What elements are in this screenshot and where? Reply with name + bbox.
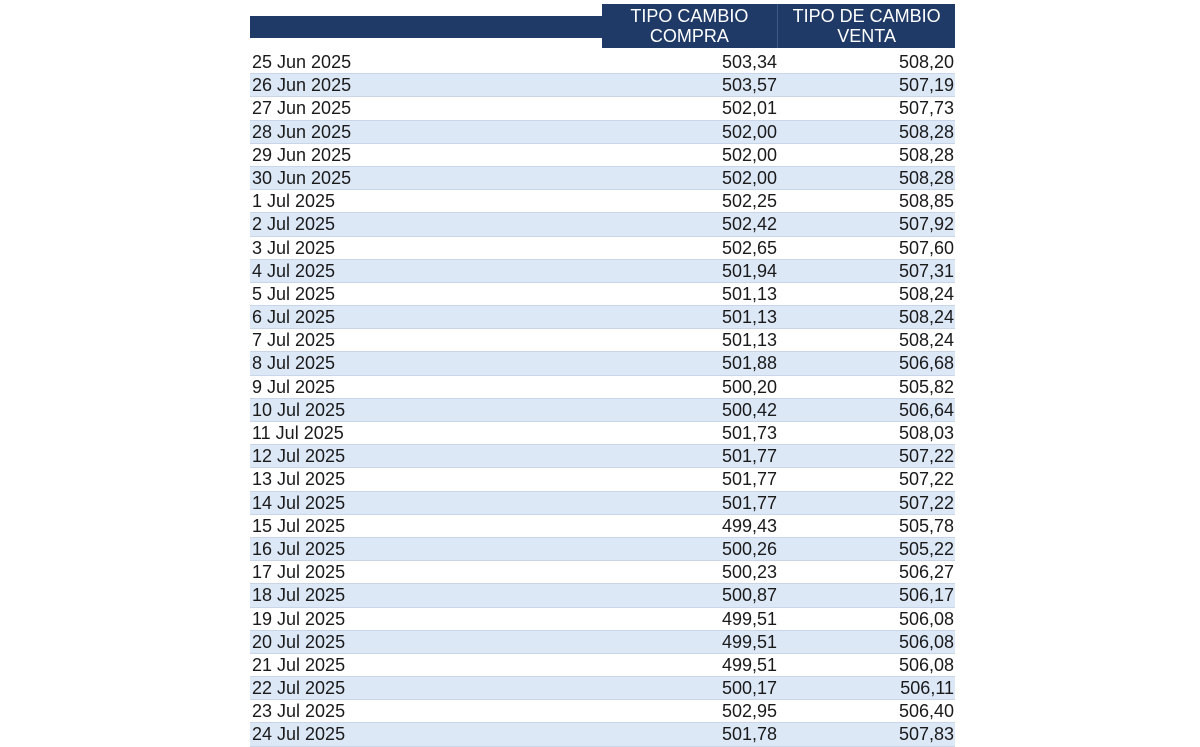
exchange-rate-table: [250, 4, 955, 747]
table-row: [250, 700, 955, 723]
table-row: [250, 376, 955, 399]
compra-cell: 501,13: [721, 330, 777, 351]
compra-cell: 503,34: [721, 52, 777, 72]
compra-cell: 500,20: [721, 376, 777, 397]
venta-cell: 506,17: [898, 585, 954, 606]
table-row: [250, 190, 955, 213]
compra-cell: 499,51: [721, 654, 777, 675]
date-cell: 21 Jul 2025: [252, 654, 346, 675]
compra-cell: 500,87: [721, 585, 777, 606]
table-row: [250, 329, 955, 352]
compra-cell: 500,17: [721, 678, 777, 699]
venta-cell: 508,24: [898, 283, 954, 304]
date-cell: 17 Jul 2025: [252, 562, 346, 583]
compra-cell: 502,00: [721, 167, 777, 188]
date-cell: 15 Jul 2025: [252, 515, 346, 536]
compra-cell: 501,77: [721, 469, 777, 490]
table-row: [250, 306, 955, 329]
table-row: [250, 121, 955, 144]
compra-cell: 501,73: [721, 423, 777, 443]
header-venta: [777, 4, 955, 48]
date-cell: 2 Jul 2025: [252, 214, 336, 235]
date-cell: 24 Jul 2025: [252, 724, 346, 745]
table-body: [250, 51, 955, 747]
date-cell: 7 Jul 2025: [252, 330, 336, 351]
compra-cell: 502,95: [721, 701, 777, 722]
date-cell: 16 Jul 2025: [252, 538, 346, 559]
venta-cell: 508,85: [898, 191, 954, 212]
date-cell: 30 Jun 2025: [252, 167, 352, 188]
compra-cell: 499,43: [721, 515, 777, 536]
table-row: [250, 399, 955, 422]
venta-cell: 505,78: [898, 515, 954, 536]
compra-cell: 502,01: [721, 98, 777, 119]
date-cell: 13 Jul 2025: [252, 469, 346, 490]
date-cell: 25 Jun 2025: [252, 52, 352, 72]
table-row: [250, 654, 955, 677]
table-row: [250, 422, 955, 445]
venta-cell: 508,28: [898, 121, 954, 142]
venta-cell: 506,64: [898, 399, 954, 420]
date-cell: 11 Jul 2025: [252, 423, 344, 443]
table-row: [250, 283, 955, 306]
compra-cell: 499,51: [721, 631, 777, 652]
venta-cell: 506,27: [898, 562, 954, 583]
venta-cell: 508,03: [898, 423, 954, 443]
compra-cell: 500,42: [721, 399, 777, 420]
date-cell: 19 Jul 2025: [252, 608, 346, 629]
compra-cell: 502,00: [721, 144, 777, 165]
compra-cell: 502,00: [721, 121, 777, 142]
compra-cell: 499,51: [721, 608, 777, 629]
venta-cell: 506,68: [898, 353, 954, 374]
venta-cell: 507,73: [898, 98, 954, 119]
compra-cell: 500,26: [721, 538, 777, 559]
header-compra-line2: COMPRA: [649, 26, 729, 46]
table-row: [250, 468, 955, 491]
venta-cell: 505,22: [898, 538, 954, 559]
date-cell: 8 Jul 2025: [252, 353, 336, 374]
venta-cell: 506,08: [898, 631, 954, 652]
venta-cell: 506,40: [898, 701, 954, 722]
venta-cell: 508,28: [898, 144, 954, 165]
table-row: [250, 260, 955, 283]
venta-cell: 507,19: [898, 75, 954, 96]
table-row: [250, 584, 955, 607]
header-venta-line1: TIPO DE CAMBIO: [792, 6, 941, 26]
date-cell: 29 Jun 2025: [252, 144, 352, 165]
table-row: [250, 167, 955, 190]
table-row: [250, 561, 955, 584]
compra-cell: 501,78: [721, 724, 777, 745]
compra-cell: 500,23: [721, 562, 777, 583]
date-cell: 18 Jul 2025: [252, 585, 346, 606]
table-row: [250, 74, 955, 97]
venta-cell: 507,92: [898, 214, 954, 235]
date-cell: 14 Jul 2025: [252, 492, 346, 513]
date-cell: 10 Jul 2025: [252, 399, 346, 420]
table-header: [250, 4, 955, 48]
compra-cell: 502,42: [721, 214, 777, 235]
venta-cell: 506,11: [900, 678, 954, 699]
table-row: [250, 677, 955, 700]
date-cell: 6 Jul 2025: [252, 307, 336, 328]
date-cell: 3 Jul 2025: [252, 237, 336, 258]
compra-cell: 501,77: [721, 446, 777, 467]
table-row: [250, 352, 955, 375]
table-row: [250, 723, 955, 746]
table-row: [250, 144, 955, 167]
venta-cell: 507,60: [898, 237, 954, 258]
table-row: [250, 492, 955, 515]
compra-cell: 503,57: [721, 75, 777, 96]
header-compra: [602, 4, 778, 48]
table-row: [250, 608, 955, 631]
table-row: [250, 51, 955, 74]
compra-cell: 501,13: [721, 307, 777, 328]
venta-cell: 507,22: [898, 492, 954, 513]
table-row: [250, 515, 955, 538]
table-row: [250, 631, 955, 654]
header-compra-line1: TIPO CAMBIO: [630, 6, 749, 26]
compra-cell: 501,88: [721, 353, 777, 374]
venta-cell: 507,31: [898, 260, 954, 281]
table-row: [250, 213, 955, 236]
date-cell: 28 Jun 2025: [252, 121, 352, 142]
table-row: [250, 237, 955, 260]
venta-cell: 506,08: [898, 608, 954, 629]
compra-cell: 501,13: [721, 283, 777, 304]
date-cell: 23 Jul 2025: [252, 701, 346, 722]
table-row: [250, 445, 955, 468]
date-cell: 5 Jul 2025: [252, 283, 336, 304]
compra-cell: 501,94: [721, 260, 777, 281]
venta-cell: 506,08: [898, 654, 954, 675]
table-row: [250, 97, 955, 120]
header-venta-line2: VENTA: [837, 26, 896, 46]
venta-cell: 505,82: [898, 376, 954, 397]
date-cell: 20 Jul 2025: [252, 631, 346, 652]
venta-cell: 508,20: [898, 52, 954, 72]
venta-cell: 507,22: [898, 446, 954, 467]
date-cell: 1 Jul 2025: [252, 191, 336, 212]
date-cell: 12 Jul 2025: [252, 446, 346, 467]
date-cell: 9 Jul 2025: [252, 376, 336, 397]
venta-cell: 508,28: [898, 167, 954, 188]
compra-cell: 502,25: [721, 191, 777, 212]
table-row: [250, 538, 955, 561]
venta-cell: 507,83: [898, 724, 954, 745]
date-cell: 27 Jun 2025: [252, 98, 352, 119]
compra-cell: 501,77: [721, 492, 777, 513]
venta-cell: 507,22: [898, 469, 954, 490]
header-date-cell: [250, 16, 602, 38]
date-cell: 22 Jul 2025: [252, 678, 346, 699]
venta-cell: 508,24: [898, 307, 954, 328]
date-cell: 4 Jul 2025: [252, 260, 336, 281]
date-cell: 26 Jun 2025: [252, 75, 352, 96]
venta-cell: 508,24: [898, 330, 954, 351]
compra-cell: 502,65: [721, 237, 777, 258]
